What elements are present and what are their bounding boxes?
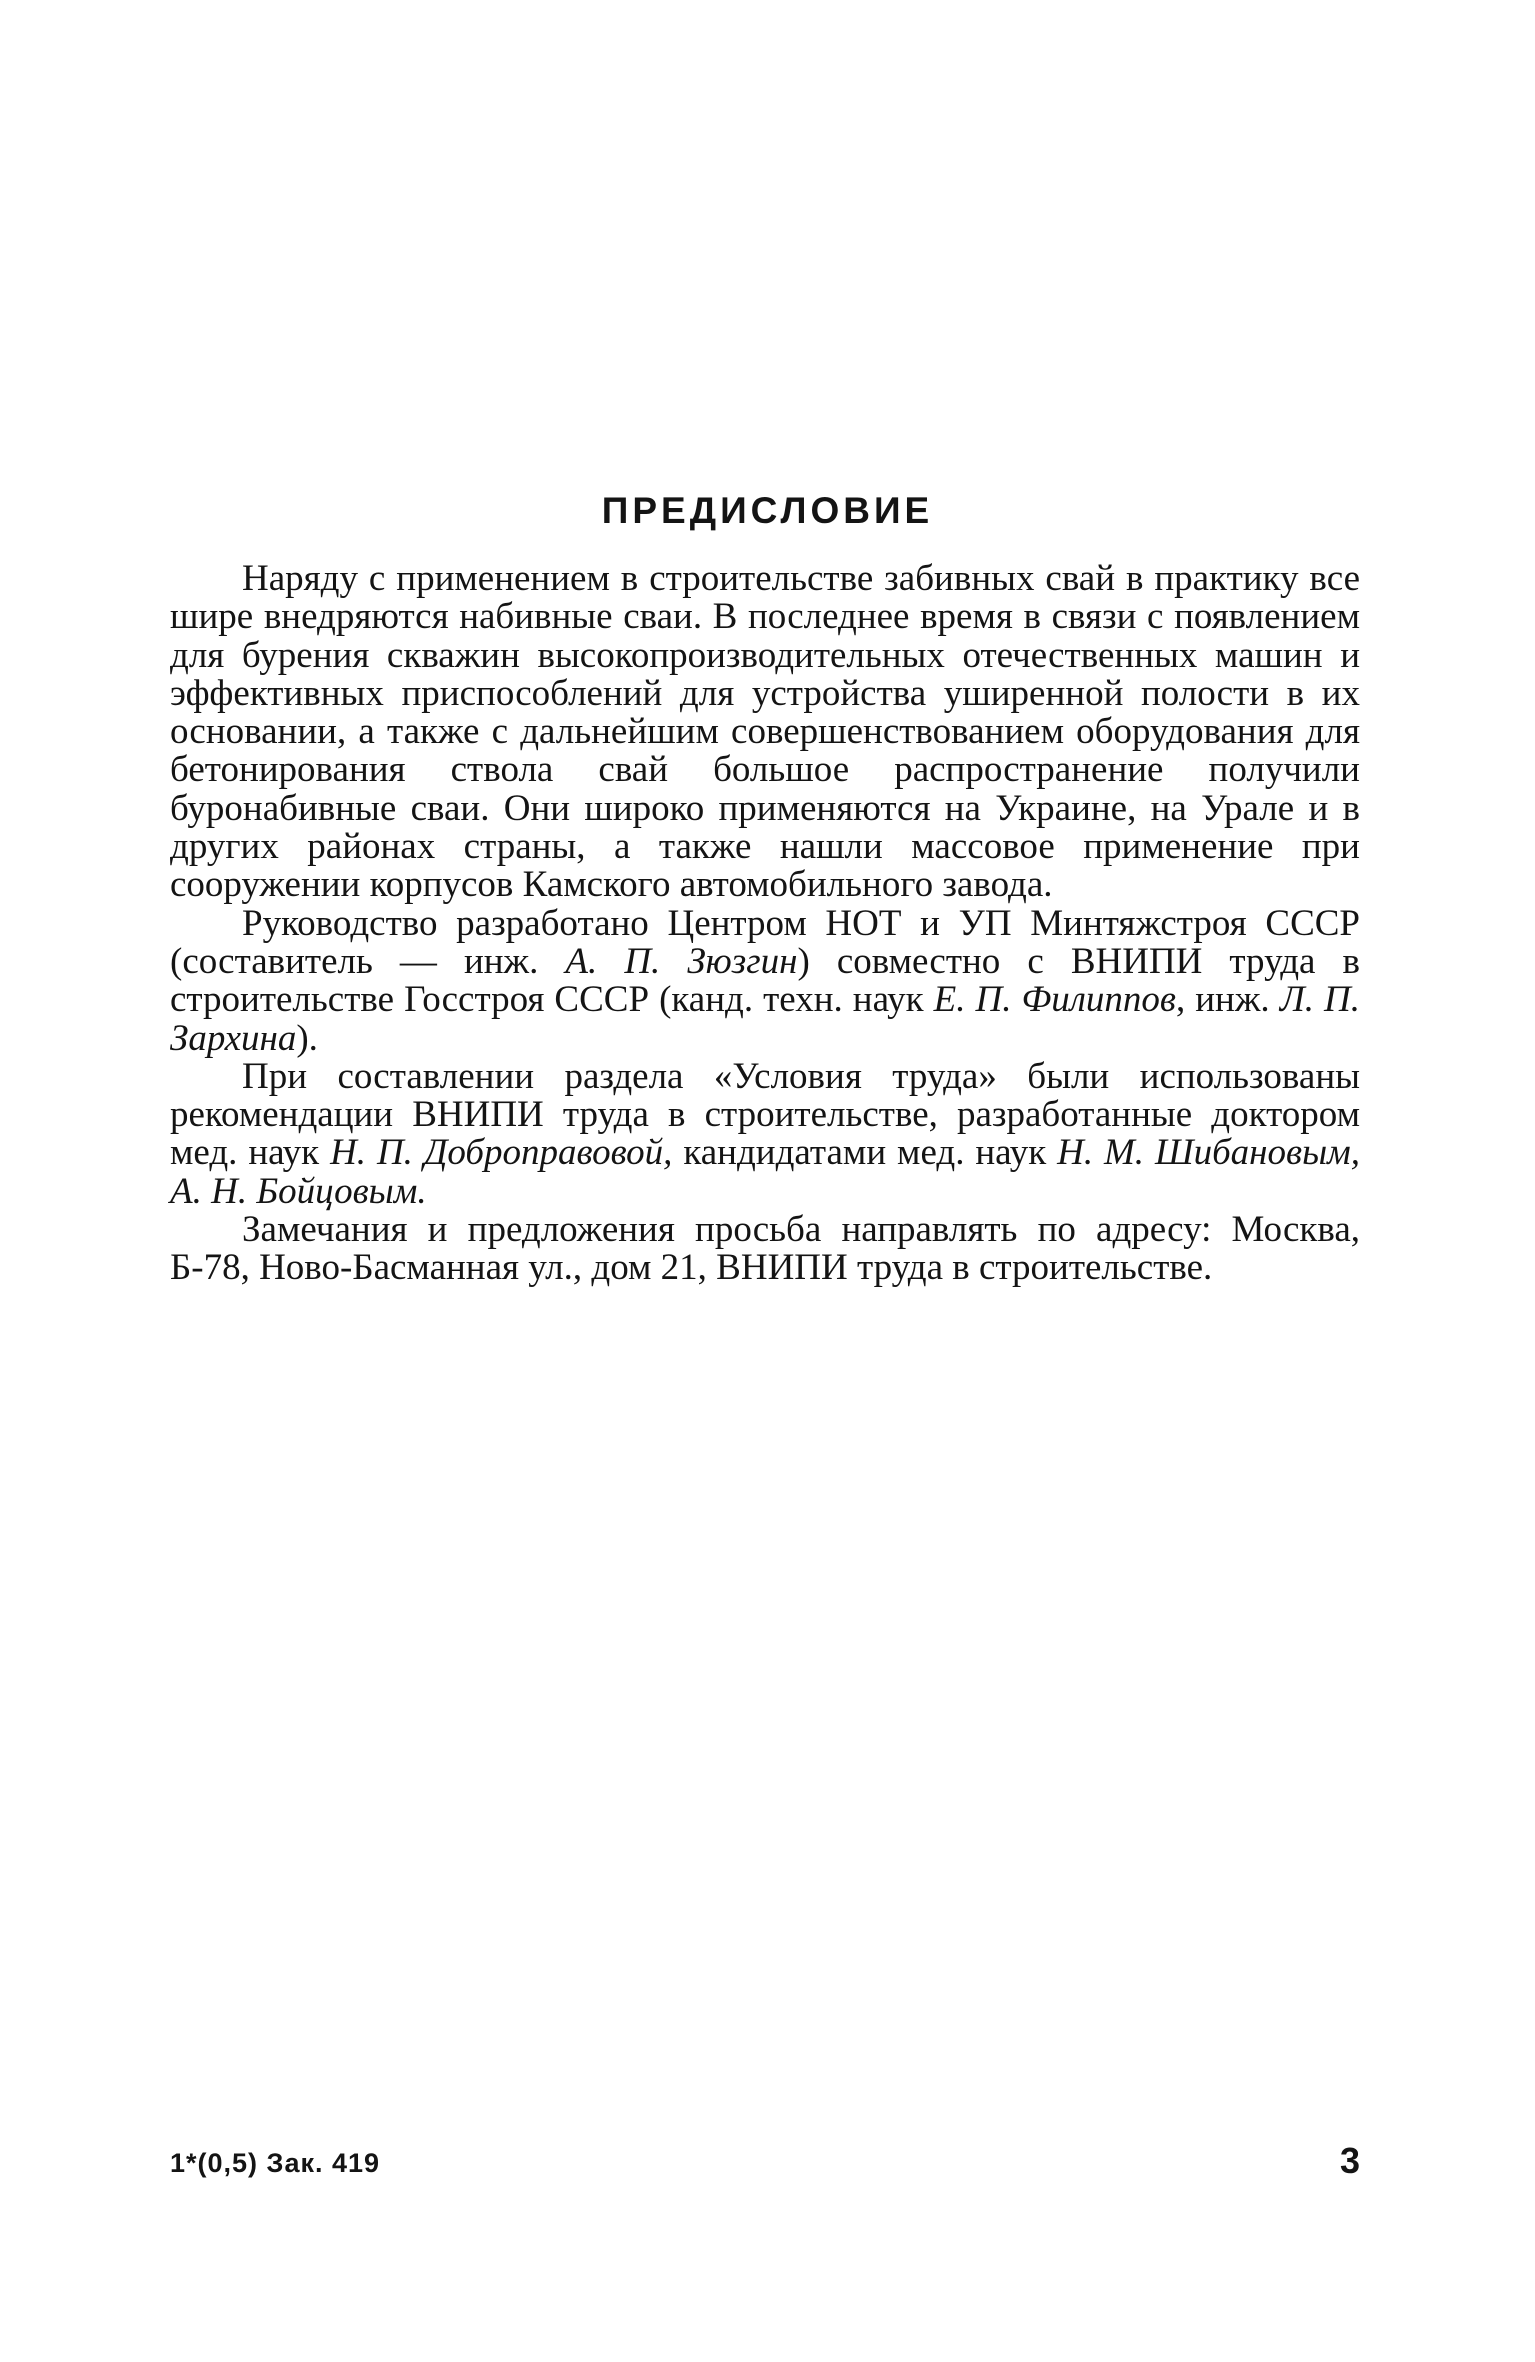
print-order-mark: 1*(0,5) Зак. 419 xyxy=(170,2148,381,2178)
paragraph xyxy=(170,902,1361,1059)
text-run: ). xyxy=(296,1017,318,1059)
paragraph xyxy=(170,560,1360,905)
page-number: 3 xyxy=(1339,2140,1360,2181)
author-name: Е. П. Филиппов xyxy=(933,979,1176,1021)
text-run: При составлении раздела «Условия труда» были использованы рекомендации ВНИПИ труда в строительстве, разработанные доктором мед. наук xyxy=(170,1055,1360,1174)
text-run: Руководство разработано Центром НОТ и УП Минтяжстроя СССР (составитель — инж. xyxy=(170,902,1360,982)
text-run: Замечания и предложения просьба направлять по адресу: Москва, Б-78, Ново-Басманная ул., дом 21, ВНИПИ труда в строительстве. xyxy=(170,1209,1360,1289)
text-run: кандидатами мед. наук xyxy=(672,1132,1058,1174)
text-run: , инж. xyxy=(1175,979,1280,1021)
page-title: ПРЕДИСЛОВИЕ xyxy=(601,490,934,531)
author-name: Н. М. Шибановым, А. Н. Бойцовым. xyxy=(170,1132,1361,1212)
author-name: А. П. Зюзгин xyxy=(565,940,798,982)
paragraph xyxy=(170,1055,1361,1212)
author-name: Л. П. Зархина xyxy=(170,979,1361,1059)
page-footer xyxy=(170,2140,1360,2190)
text-run: Наряду с применением в строительстве забивных свай в практику все шире внедряются набивные сваи. В последнее время в связи с появлением для бурения скважин высокопроизводительных отечественных машин и эффективных приспособлений для устройства уширенной полости в их основании, а также с дальнейшим совершенствованием оборудования для бетонирования ствола свай большое распространение получили буронабивные сваи. Они широко применяются на Украине, на Урале и в других районах страны, а также нашли массовое применение при сооружении корпусов Камского автомобильного завода. xyxy=(170,558,1360,906)
paragraph xyxy=(170,1211,1360,1288)
preface-body xyxy=(170,560,1360,1288)
text-run: ) совместно с ВНИПИ труда в строительстве Госстроя СССР (канд. техн. наук xyxy=(170,940,1361,1021)
author-name: Н. П. Доброправовой, xyxy=(330,1132,673,1174)
